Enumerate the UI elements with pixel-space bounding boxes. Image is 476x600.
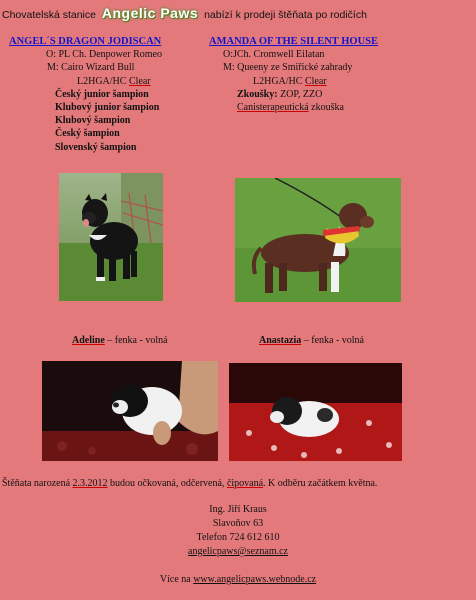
dam-photo [235,178,401,302]
sire-title-2: Klubový junior šampion [55,102,160,114]
announcement-text-a: Štěňata narozená [2,478,71,489]
puppy-1-photo [42,361,218,461]
dam-therapy [209,101,378,114]
sire-father: O: PL Ch. Denpower Romeo [46,49,163,61]
header-line [2,5,367,21]
dam-info [209,35,378,114]
sire-health [9,75,162,88]
puppy-1-desc: – fenka - volná [107,335,168,346]
puppy-2-desc: – fenka - volná [303,335,364,346]
announcement-text-c: . K odběru začátkem května. [263,478,378,489]
dam-therapy-label: Canisterapeutická [237,102,309,114]
sire-info [9,35,162,154]
sire-mother: M: Cairo Wizard Bull [47,62,135,74]
sire-title-1: Český junior šampion [55,88,149,100]
dam-father: O:JCh. Cromwell Eilatan [223,49,325,61]
sire-title-4: Český šampion [55,128,120,140]
website-label: Více na [159,574,191,585]
contact-name: Ing. Jiří Kraus [209,504,267,515]
dam-title: AMANDA OF THE SILENT HOUSE [209,36,379,47]
contact-phone: Telefon 724 612 610 [196,532,280,543]
puppy-caption-2 [259,335,364,346]
sire-health-label: L2HGA/HC [77,75,127,87]
announcement-text-b: budou očkovaná, odčervená, [110,478,225,489]
contact-email-link[interactable]: angelicpaws@seznam.cz [188,546,288,557]
sire-photo [59,173,163,301]
sire-title-3: Klubový šampion [55,115,131,127]
dam-health-value: Clear [304,75,327,87]
dam-exams [209,88,378,101]
announcement [2,478,377,489]
announcement-chipped: čipovaná [226,478,264,489]
website-link[interactable]: www.angelicpaws.webnode.cz [193,574,317,585]
header-suffix: nabízí k prodeji štěňata po rodičích [204,9,367,21]
contact-address: Slavoňov 63 [212,518,264,529]
dam-exams-value: ZOP, ZZO [280,88,323,100]
puppy-2-name: Anastazia [259,335,302,346]
dam-health [209,75,378,88]
sire-health-value: Clear [128,75,151,87]
puppy-caption-1 [72,335,168,346]
dam-health-label: L2HGA/HC [253,75,303,87]
birth-date: 2.3.2012 [72,478,108,489]
contact-block [0,503,476,559]
dam-therapy-suffix: zkouška [311,102,344,114]
puppy-1-name: Adeline [72,335,105,346]
dam-exams-label: Zkoušky: [237,88,278,100]
website-line [0,573,476,587]
dam-mother: M: Queeny ze Smiřické zahrady [223,62,353,74]
sire-title-5: Slovenský šampion [55,141,137,153]
puppy-2-photo [229,363,402,461]
sire-title: ANGEL´S DRAGON JODISCAN [9,36,162,47]
brand-logo: Angelic Paws [101,5,199,21]
header-prefix: Chovatelská stanice [2,9,96,21]
